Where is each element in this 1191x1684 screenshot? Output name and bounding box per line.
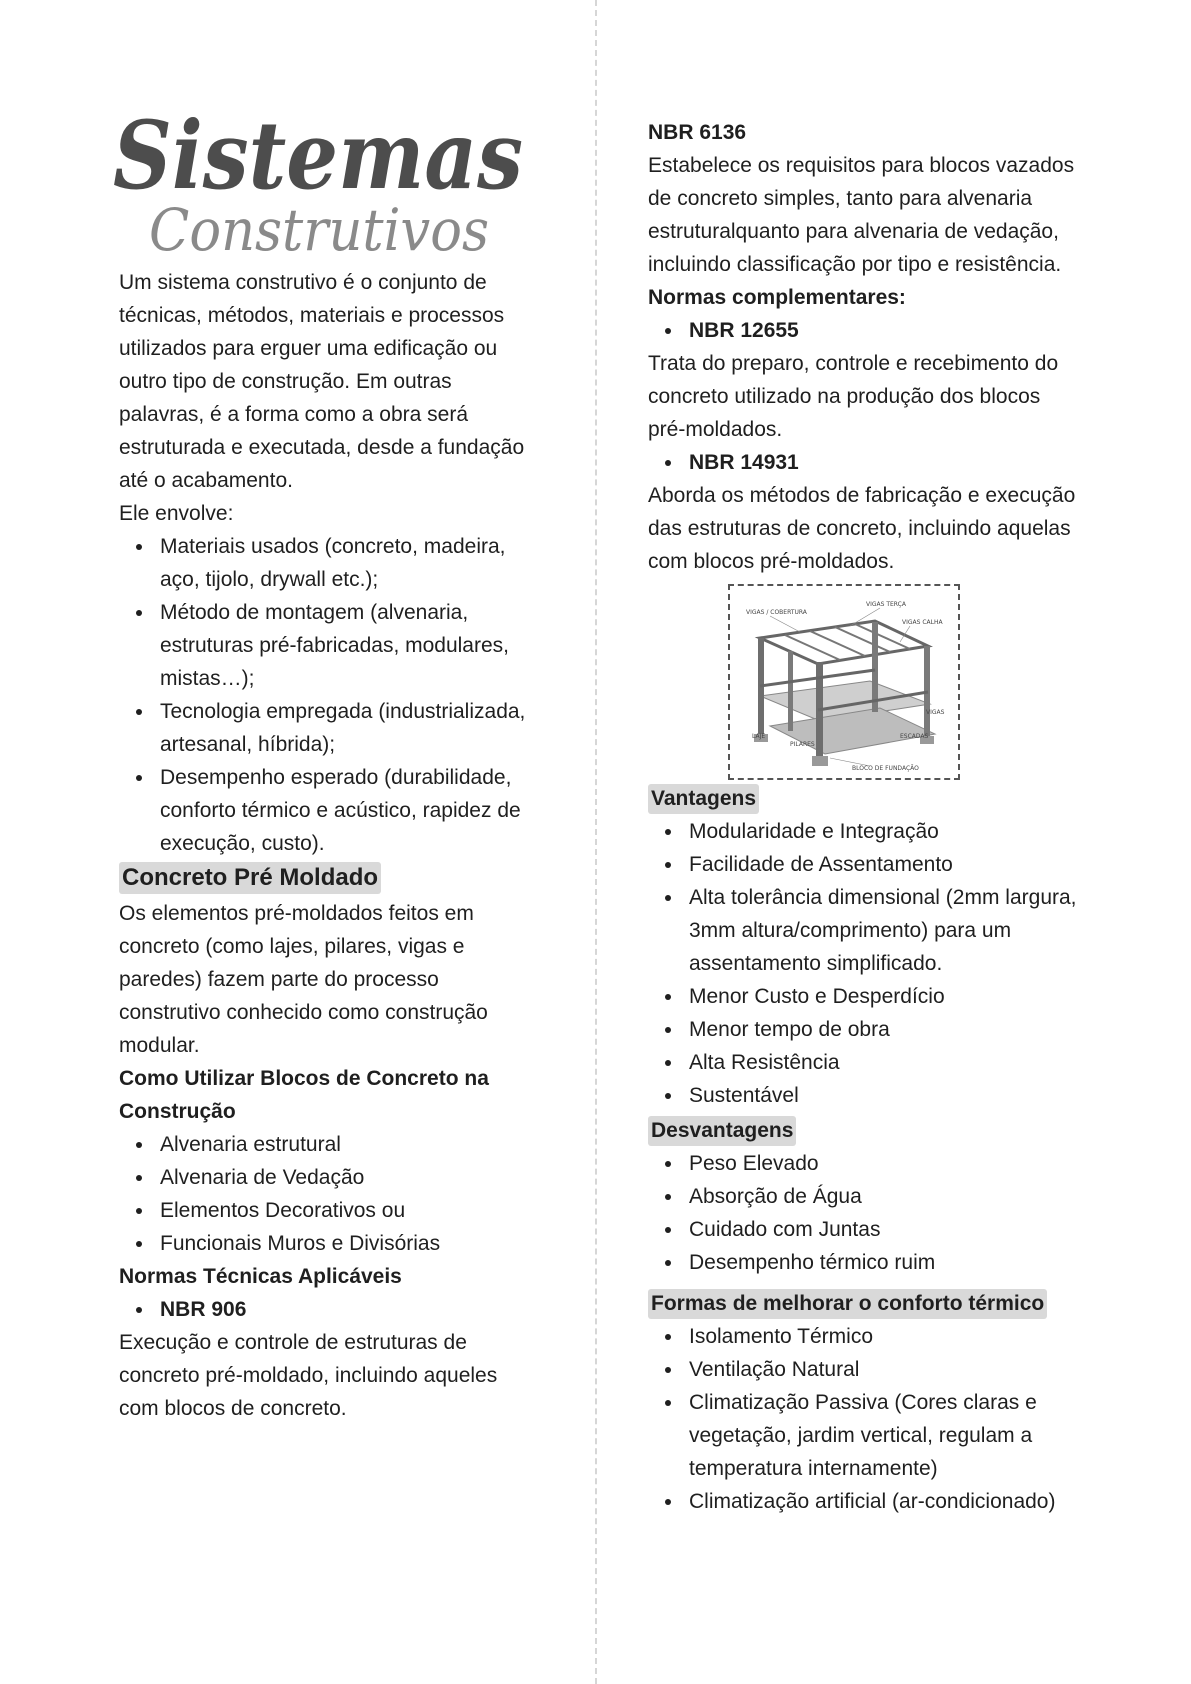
- como-utilizar-heading: Como Utilizar Blocos de Concreto na Construção: [119, 1067, 489, 1123]
- title-line1: Sistemas: [113, 108, 523, 211]
- list-item: Elementos Decorativos ou: [160, 1194, 539, 1227]
- normas-heading: Normas Técnicas Aplicáveis: [119, 1265, 402, 1288]
- right-column: [648, 0, 1080, 1518]
- list-item: Tecnologia empregada (industrializada, artesanal, híbrida);: [160, 695, 539, 761]
- list-item: Sustentável: [689, 1079, 1080, 1112]
- list-item: Cuidado com Juntas: [689, 1213, 1080, 1246]
- complementares-list-1: [648, 314, 1080, 347]
- nbr906-description: Execução e controle de estruturas de concreto pré-moldado, incluindo aqueles com blocos de concreto.: [119, 1331, 498, 1420]
- label-vigas-cobertura: VIGAS / COBERTURA: [746, 609, 807, 616]
- list-item: Menor Custo e Desperdício: [689, 980, 1080, 1013]
- roof-frame: [760, 621, 928, 664]
- list-item: Isolamento Térmico: [689, 1320, 1080, 1353]
- list-item: Modularidade e Integração: [689, 815, 1080, 848]
- nbr906-item: NBR 906: [160, 1293, 539, 1326]
- conforto-list: [648, 1320, 1080, 1518]
- title-logo: [113, 108, 543, 258]
- label-bloco-fundacao: BLOCO DE FUNDAÇÃO: [852, 765, 919, 772]
- complementares-heading: Normas complementares:: [648, 286, 906, 309]
- usos-list: [119, 1128, 539, 1260]
- label-laje: LAJE: [752, 733, 766, 740]
- list-item: Ventilação Natural: [689, 1353, 1080, 1386]
- list-item: Desempenho térmico ruim: [689, 1246, 1080, 1279]
- list-item: Alta Resistência: [689, 1046, 1080, 1079]
- concreto-paragraph: Os elementos pré-moldados feitos em concreto (como lajes, pilares, vigas e paredes) fazem parte do processo construtivo conhecido como construção modular.: [119, 902, 488, 1057]
- list-item: Peso Elevado: [689, 1147, 1080, 1180]
- nbr14931-description: Aborda os métodos de fabricação e execução das estruturas de concreto, incluindo aquelas com blocos pré-moldados.: [648, 484, 1076, 573]
- desvantagens-heading: Desvantagens: [648, 1116, 796, 1146]
- nbr6136-heading: NBR 6136: [648, 121, 747, 144]
- structure-figure: [728, 584, 960, 780]
- concreto-heading: Concreto Pré Moldado: [119, 862, 381, 894]
- intro-paragraph: Um sistema construtivo é o conjunto de técnicas, métodos, materiais e processos utilizados para erguer uma edificação ou outro tipo de construção. Em outras palavras, é a forma como a obra será estruturada e executada, desde a fundação até o acabamento.: [119, 271, 525, 492]
- label-escadas: ESCADAS: [900, 733, 929, 740]
- label-pilares: PILARES: [790, 741, 815, 748]
- list-item: Alvenaria estrutural: [160, 1128, 539, 1161]
- left-column: [113, 0, 539, 1425]
- list-item: Método de montagem (alvenaria, estruturas pré-fabricadas, modulares, mistas…);: [160, 596, 539, 695]
- nbr12655-item: NBR 12655: [689, 314, 1080, 347]
- normas-list: [119, 1293, 539, 1326]
- list-item: Funcionais Muros e Divisórias: [160, 1227, 539, 1260]
- list-item: Materiais usados (concreto, madeira, aço, tijolo, drywall etc.);: [160, 530, 539, 596]
- list-item: Facilidade de Assentamento: [689, 848, 1080, 881]
- label-vigas: VIGAS: [926, 709, 945, 716]
- vantagens-list: [648, 815, 1080, 1112]
- pillar: [872, 622, 878, 712]
- list-item: Alvenaria de Vedação: [160, 1161, 539, 1194]
- conforto-heading: Formas de melhorar o conforto térmico: [648, 1289, 1047, 1319]
- nbr12655-description: Trata do preparo, controle e recebimento do concreto utilizado na produção dos blocos pré-moldados.: [648, 352, 1059, 441]
- vantagens-heading: Vantagens: [648, 784, 759, 814]
- desvantagens-list: [648, 1147, 1080, 1279]
- complementares-list-2: [648, 446, 1080, 479]
- list-item: Absorção de Água: [689, 1180, 1080, 1213]
- nbr6136-description: Estabelece os requisitos para blocos vazados de concreto simples, tanto para alvenaria estruturalquanto para alvenaria de vedação, incluindo classificação por tipo e resistência.: [648, 154, 1075, 276]
- list-item: Menor tempo de obra: [689, 1013, 1080, 1046]
- list-item: Climatização Passiva (Cores claras e vegetação, jardim vertical, regulam a temperatura internamente): [689, 1386, 1080, 1485]
- envolve-label: Ele envolve:: [119, 502, 234, 525]
- title-line2: Construtivos: [149, 196, 489, 258]
- list-item: Alta tolerância dimensional (2mm largura, 3mm altura/comprimento) para um assentamento simplificado.: [689, 881, 1080, 980]
- list-item: Climatização artificial (ar-condicionado): [689, 1485, 1080, 1518]
- pillar: [788, 651, 793, 731]
- label-vigas-terca: VIGAS TERÇA: [866, 601, 906, 608]
- nbr14931-item: NBR 14931: [689, 446, 1080, 479]
- list-item: Desempenho esperado (durabilidade, conforto térmico e acústico, rapidez de execução, custo).: [160, 761, 539, 860]
- envolve-list: [119, 530, 539, 860]
- label-vigas-calha: VIGAS CALHA: [902, 619, 943, 626]
- column-divider: [595, 0, 597, 1684]
- foundation-block: [812, 756, 828, 766]
